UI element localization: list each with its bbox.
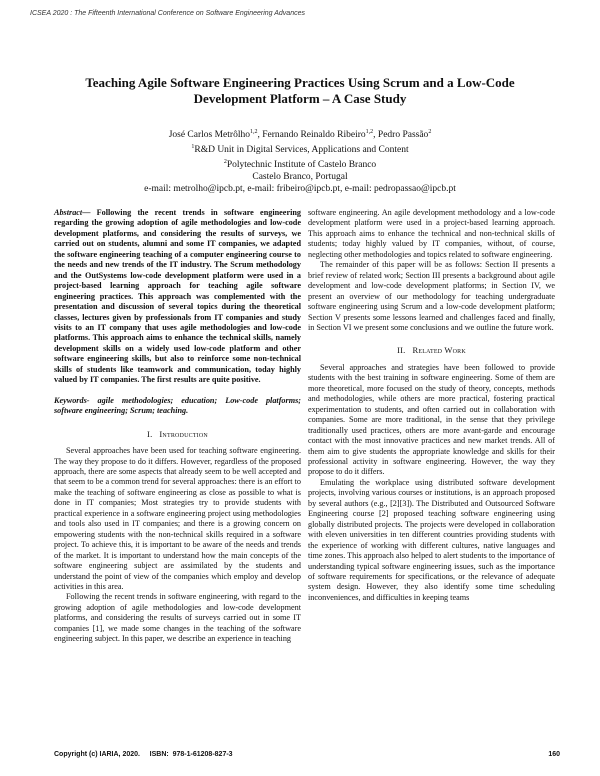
left-column	[54, 208, 301, 645]
paragraph: Emulating the workplace using distributed software development projects, involving various courses or institutions, is an approach proposed by several authors (e.g., [2][3]). The Distributed and Outsourced Software Engineering course [2] proposed teaching software engineering using globally distributed projects. The projects were developed in collaboration with eleven universities in ten different countries providing students with the experience of working with different cultures, native languages and time zones. This approach also helped to alert students to the importance of understanding typical software engineering issues, such as the importance of software requirements for specifications, or the relevance of adequate system design. However, they also identify some time scheduling inconveniences, and difficulties in keeping teams	[308, 477, 555, 602]
right-column	[308, 208, 555, 603]
paragraph: Several approaches and strategies have been followed to provide students with the best training in software engineering. Some of them are more theoretical, more focused on the study of theory, concepts, methods and methodologies, while others are more practical, fostering practical experimentation to students, and often carried out in collaboration with companies. Some are more traditional, in the sense that they privilege traditionally used practices, others are more avant-garde and encourage contact with the most innovative practices and new market trends. All of them aim to give students the appropriate knowledge and skills for their professional activity in software engineering. However, the way they propose to do it differs.	[308, 362, 555, 477]
keywords: Keywords- agile methodologies; education; Low-code platforms; software engineering; Scrum; teaching.	[54, 395, 301, 416]
abstract: Abstract— Following the recent trends in software engineering regarding the growing adoption of agile methodologies and low-code development platforms, and considering the results of surveys, we carried out on students, alumni and some IT companies, we adapted the software engineering teaching of a computer engineering course to the needs and new trends of the IT industry. The Scrum methodology and the OutSystems low-code development platform were used in a project-based learning approach for teaching agile software engineering practices. This approach was complemented with the presentation and discussion of several topics during the theoretical classes, lectures given by professionals from IT companies and study visits to an IT company that uses agile methodologies and low-code platforms. This approach aims to enhance the technical skills, namely development skills on a widely used low-code platform and other software engineering skills, but also to reinforce some non-technical skills of students like teamwork and communication, today highly valued by IT companies. The first results are quite positive.	[54, 208, 301, 385]
title-line-1: Teaching Agile Software Engineering Practices Using Scrum and a Low-Code	[85, 75, 515, 90]
running-header: ICSEA 2020 : The Fifteenth International Conference on Software Engineering Advances	[30, 10, 305, 17]
author-name: José Carlos Metrôlho	[168, 130, 250, 141]
author-name: Pedro Passão	[377, 130, 429, 141]
paragraph: Several approaches have been used for teaching software engineering. The way they propose to do it differs. However, regardless of the proposed approach, there are some aspects that already seem to be well accepted and that seem to be a common trend for several approaches: there is an effort to make the teaching of software engineering as close as possible to what is done in IT companies; Most strategies try to provide students with practical experience in a software engineering project using methodologies and tools also used in IT companies; and there is a growing concern on empowering students with the non-technical skills required in a software project. To achieve this, it is important to be aware of the needs and trends of the market. It is important to understand how the main concepts of the software engineering subject are assimilated by the students and understand the point of view of the companies which employ and develop activities in this area.	[54, 446, 301, 591]
paper-title	[40, 75, 560, 107]
location: Castelo Branco, Portugal	[252, 172, 348, 183]
paragraph: software engineering. An agile development methodology and a low-code development platform were used in a project-based learning approach. This approach aims to enhance the technical and non-technical skills of students; today highly valued by IT companies, without, of course, neglecting other methodologies and topics related to software engineering.	[308, 208, 555, 259]
author-block	[40, 126, 560, 195]
affiliation-1: $^1$R&D Unit in Digital Services, Applications and Content	[191, 144, 409, 156]
author-list: José Carlos Metrôlho$^{1,2}$, Fernando Reinaldo Ribeiro$^{1,2}$, Pedro Passão$^2$	[168, 129, 432, 141]
affiliation-2: $^2$Polytechnic Institute of Castelo Branco	[223, 159, 377, 171]
paragraph: The remainder of this paper will be as follows: Section II presents a brief review of related work; Section III presents a background about agile development and low-code development platforms; in Section IV, we present an overview of our methodology for teaching undergraduate software engineering using Scrum and a low-code development platform; Section V presents some lessons learned and challenges faced and finally, in Section VI we present some conclusions and we outline the future work.	[308, 260, 555, 332]
author-emails: e-mail: metrolho@ipcb.pt, e-mail: fribeiro@ipcb.pt, e-mail: pedropassao@ipcb.pt	[144, 184, 456, 195]
section-heading-introduction: I. Introduction	[147, 428, 208, 439]
section-heading-related-work: II. Related Work	[397, 345, 466, 356]
page-number: 160	[548, 751, 560, 758]
title-line-2: Development Platform – A Case Study	[193, 91, 407, 106]
author-name: Fernando Reinaldo Ribeiro	[262, 130, 366, 141]
copyright: Copyright (c) IARIA, 2020. ISBN: 978-1-61208-827-3	[54, 751, 233, 758]
page-footer	[54, 751, 560, 758]
paragraph: Following the recent trends in software engineering, with regard to the growing adoption of agile methodologies and low-code development platforms, and considering the results of surveys carried out in some IT companies [1], we made some changes in the teaching of the software engineering subject. In this paper, we describe an experience in teaching	[54, 592, 301, 644]
